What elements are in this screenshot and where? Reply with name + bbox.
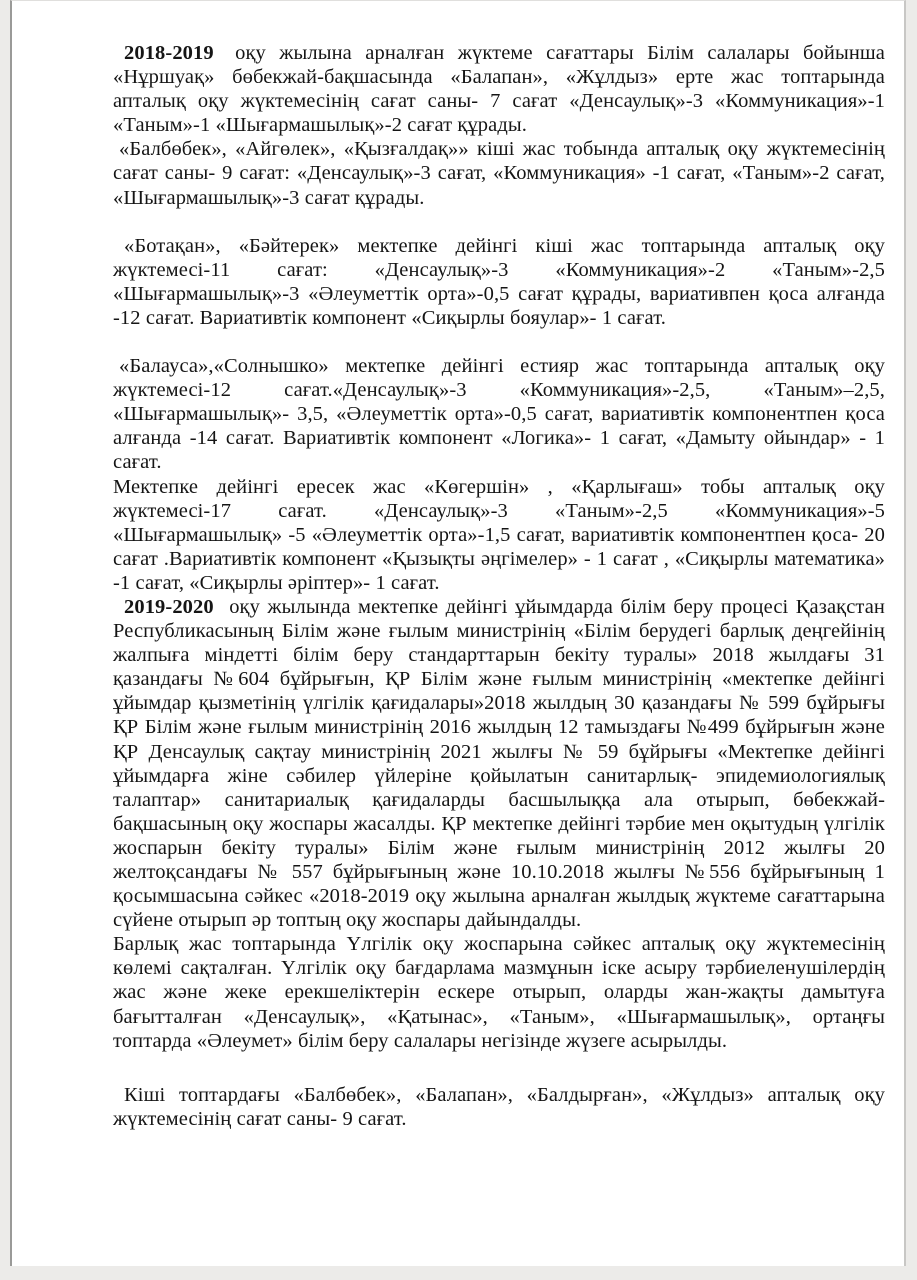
document-page (10, 0, 906, 1266)
document-text-block (113, 41, 885, 1131)
paragraph-text: Мектепке дейінгі ересек жас «Көгершін» , «Қарлығаш» тобы апталық оқу жүктемесі-17 сағат. «Денсаулық»-3 «Таным»-2,5 «Коммуникация»-5 «Шығармашылық» -5 «Әлеуметтік орта»-1,5 сағат, вариативтік компонентпен қоса- 20 сағат .Вариативтік компонент «Қызықты әңгімелер» - 1 сағат , «Сиқырлы математика» -1 сағат, «Сиқырлы әріптер»- 1 сағат. (113, 475, 885, 594)
paragraph-text: «Балауса»,«Солнышко» мектепке дейінгі естияр жас топтарында апталық оқу жүктемесі-12 сағат.«Денсаулық»-3 «Коммуникация»-2,5, «Таным»–2,5, «Шығармашылық»- 3,5, «Әлеуметтік орта»-0,5 сағат, вариативтік компонентпен қоса алғанда -14 сағат. Вариативтік компонент «Логика»- 1 сағат, «Дамыту ойындар» - 1 сағат. (113, 355, 885, 474)
year-label-2019-2020: 2019-2020 (124, 595, 214, 618)
paragraph-kogershin-group (113, 475, 885, 595)
paragraph-all-age-groups (113, 932, 885, 1052)
paragraph-balbobek-group (113, 137, 885, 209)
paragraph-balausa-group (113, 354, 885, 474)
paragraph-text: Барлық жас топтарында Үлгілік оқу жоспарына сәйкес апталық оқу жүктемесінің көлемі сақталған. Үлгілік оқу бағдарлама мазмұнын іске асыру тәрбиеленушілердің жас және жеке ерекшеліктерін ескере отырып, оларды жан-жақты дамытуға бағытталған «Денсаулық», «Қатынас», «Таным», «Шығармашылық», ортаңғы топтарда «Әлеумет» білім беру салалары негізінде жүзеге асырылды. (113, 933, 885, 1052)
paragraph-2019-2020-process (113, 595, 885, 932)
paragraph-small-groups-summary (113, 1083, 885, 1131)
paragraph-text: Кіші топтардағы «Балбөбек», «Балапан», «Балдырған», «Жұлдыз» апталық оқу жүктемесінің сағат саны- 9 сағат. (113, 1083, 885, 1130)
paragraph-2018-2019-workload (113, 41, 885, 137)
year-label-2018-2019: 2018-2019 (124, 42, 214, 64)
paragraph-text: «Балбөбек», «Айгөлек», «Қызғалдақ»» кіші жас тобында апталық оқу жүктемесінің сағат саны- 9 сағат: «Денсаулық»-3 сағат, «Коммуникация» -1 сағат, «Таным»-2 сағат, «Шығармашылық»-3 сағат құрады. (113, 138, 885, 209)
paragraph-text: оқу жылына арналған жүктеме сағаттары Білім салалары бойынша «Нұршуақ» бөбекжай-бақшасында «Балапан», «Жұлдыз» ерте жас топтарында апталық оқу жүктемесінің сағат саны- 7 сағат «Денсаулық»-3 «Коммуникация»-1 «Таным»-1 «Шығармашылық»-2 сағат құрады. (113, 42, 885, 137)
paragraph-text: оқу жылында мектепке дейінгі ұйымдарда білім беру процесі Қазақстан Республикасының Білім және ғылым министрінің «Білім берудегі барлық деңгейінің жалпыға міндетті білім беру стандарттарын бекіту туралы» 2018 жылдағы 31 қазандағы №604 бұйрығын, ҚР Білім және ғылым министрінің «мектепке дейінгі ұйымдар қызметінің үлгілік қағидалары»2018 жылдың 30 қазандағы № 599 бұйрығы ҚР Білім және ғылым министрінің 2016 жылдың 12 тамыздағы №499 бұйрығын және ҚР Денсаулық сақтау министрінің 2021 жылғы № 59 бұйрығы «Мектепке дейінгі ұйымдарға жіне сәбилер үйлеріне қойылатын санитарлық- эпидемиологиялық талаптар» санитариалық қағидаларды басшылыққа ала отырып, бөбекжай-бақшасының оқу жоспары жасалды. ҚР мектепке дейінгі тәрбие мен оқытудың үлгілік жоспарын бекіту туралы» Білім және ғылым министрінің 2012 жылғы 20 желтоқсандағы № 557 бұйрығының және 10.10.2018 жылғы №556 бұйрығының 1 қосымшасына сәйкес «2018-2019 оқу жылына арналған жылдық жүктеме сағаттарына сүйене отырып әр топтың оқу жоспары дайындалды. (113, 595, 885, 932)
paragraph-botakan-group (113, 234, 885, 330)
paragraph-text: «Ботақан», «Бәйтерек» мектепке дейінгі кіші жас топтарында апталық оқу жүктемесі-11 сағат: «Денсаулық»-3 «Коммуникация»-2 «Таным»-2,5 «Шығармашылық»-3 «Әлеуметтік орта»-0,5 сағат құрады, вариативпен қоса алғанда -12 сағат. Вариативтік компонент «Сиқырлы бояулар»- 1 сағат. (113, 234, 885, 329)
